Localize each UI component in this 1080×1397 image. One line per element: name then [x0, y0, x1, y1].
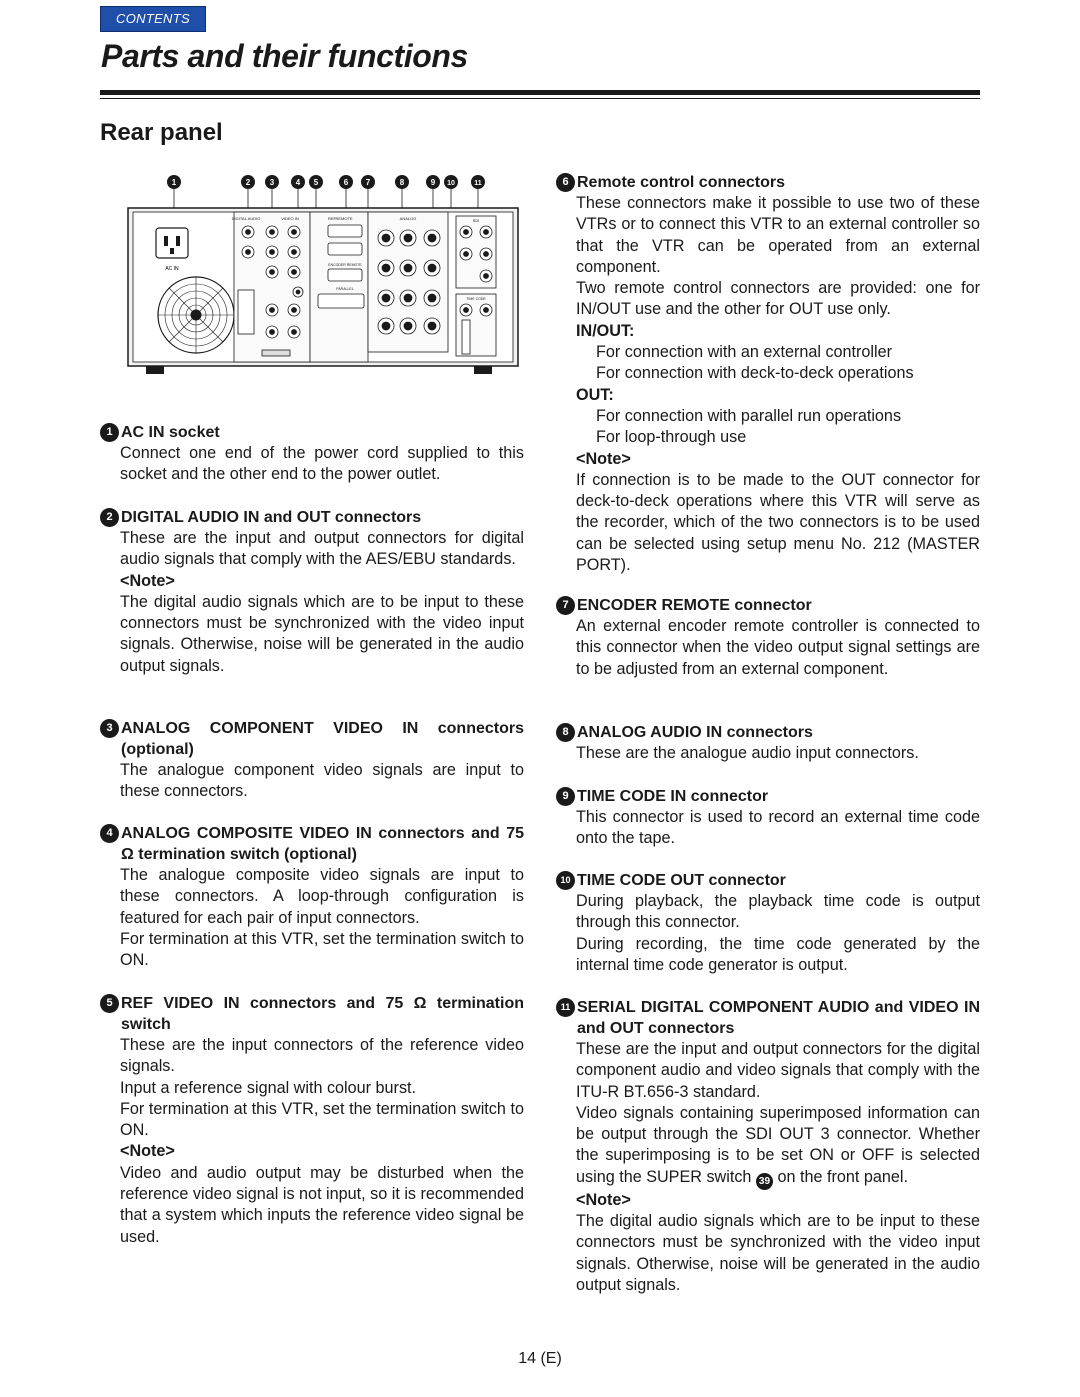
- out-use-line: For connection with parallel run operations: [596, 406, 902, 425]
- connector-panel-sdi: [456, 216, 496, 356]
- callout-numbers: [167, 175, 485, 189]
- analog-audio-item: [556, 722, 980, 764]
- item-description: An external encoder remote controller is connected to this connector when the video output signal settings are to be adjusted from an external component.: [576, 617, 980, 678]
- svg-text:6: 6: [343, 178, 349, 187]
- section-title: Rear panel: [100, 119, 223, 146]
- svg-text:REMOTE: REMOTE: [335, 216, 353, 221]
- item-description: These are the analogue audio input connectors.: [576, 744, 919, 762]
- item-description: The analogue composite video signals are input to these connectors. A loop-through configuration is featured for each pair of input connectors.: [120, 866, 524, 927]
- item-heading: TIME CODE OUT connector: [577, 872, 786, 889]
- callout-10: [444, 175, 458, 189]
- analog-component-item: [100, 718, 524, 803]
- item-description: Two remote control connectors are provided: one for IN/OUT use and the other for OUT use only.: [576, 279, 980, 319]
- item-description: These are the input and output connectors for digital audio signals that comply with the AES/EBU standards.: [120, 529, 524, 569]
- svg-text:TIME CODE: TIME CODE: [466, 297, 486, 301]
- item-description: These are the input and output connectors for the digital component audio and video signals that comply with the ITU-R BT.656-3 standard.: [576, 1040, 980, 1101]
- callout-7: [361, 175, 375, 189]
- item-heading: ANALOG COMPOSITE VIDEO IN connectors and 75 Ω termination switch (optional): [121, 825, 524, 863]
- title-rule: [100, 90, 980, 95]
- svg-text:REF: REF: [328, 216, 336, 221]
- item-heading: SERIAL DIGITAL COMPONENT AUDIO and VIDEO IN and OUT connectors: [577, 999, 980, 1037]
- callout-6: [339, 175, 353, 189]
- svg-text:SDI: SDI: [472, 218, 480, 223]
- item-heading: ANALOG COMPONENT VIDEO IN connectors (optional): [121, 720, 524, 758]
- item-heading: REF VIDEO IN connectors and 75 Ω termination switch: [121, 995, 524, 1033]
- callout-8: [395, 175, 409, 189]
- svg-text:PARALLEL: PARALLEL: [336, 287, 354, 291]
- in-out-use-line: For connection with deck-to-deck operations: [596, 364, 914, 383]
- item-description: Input a reference signal with colour burst.: [120, 1078, 417, 1097]
- rear-panel-illustration: [118, 170, 528, 380]
- cooling-fan: [158, 277, 234, 353]
- time-code-in-item: [556, 786, 980, 850]
- ac-in-socket-item: [100, 422, 524, 486]
- callout-1: [167, 175, 181, 189]
- item-description: This connector is used to record an external time code onto the tape.: [576, 808, 980, 848]
- page-title: Parts and their functions: [101, 38, 468, 74]
- item-description: [556, 1103, 980, 1190]
- callout-9: [426, 175, 440, 189]
- serial-digital-item: [556, 997, 980, 1296]
- note-text: If connection is to be made to the OUT connector for deck-to-deck operations where this VTR will serve as the recorder, which of the two connectors is to be used can be selected using setup menu No. 212 (MASTER PORT).: [576, 470, 980, 575]
- svg-text:AC IN: AC IN: [165, 266, 179, 272]
- analog-composite-item: [100, 823, 524, 971]
- svg-text:8: 8: [399, 178, 405, 187]
- contents-button[interactable]: CONTENTS: [100, 6, 206, 32]
- super-switch-reference: 39: [756, 1173, 773, 1190]
- item-number-badge: 1: [100, 423, 119, 442]
- out-use-line: For loop-through use: [596, 428, 747, 447]
- time-code-out-item: [556, 870, 980, 976]
- callout-2: [241, 175, 255, 189]
- item-description: The analogue component video signals are input to these connectors.: [120, 761, 524, 801]
- svg-text:3: 3: [269, 178, 275, 187]
- callout-11: [471, 175, 485, 189]
- svg-text:4: 4: [295, 178, 301, 187]
- svg-text:5: 5: [313, 178, 319, 187]
- svg-text:11: 11: [474, 180, 482, 187]
- svg-text:ENCODER REMOTE: ENCODER REMOTE: [328, 263, 362, 267]
- callout-5: [309, 175, 323, 189]
- item-description: These connectors make it possible to use two of these VTRs or to connect this VTR to an external controller so that the VTR can be operated from an external component.: [576, 194, 980, 276]
- item-number-badge: 9: [556, 787, 575, 806]
- out-label: OUT:: [576, 385, 614, 404]
- item-description: For termination at this VTR, set the termination switch to ON.: [120, 929, 524, 970]
- super-text-after: on the front panel.: [777, 1167, 908, 1186]
- note-text: The digital audio signals which are to be input to these connectors must be synchronized with the video input signals. Otherwise, noise will be generated in the audio output signals.: [120, 592, 524, 675]
- encoder-remote-item: [556, 595, 980, 680]
- connector-panel-audio: [368, 212, 448, 352]
- in-out-use-line: For connection with an external controller: [596, 343, 893, 362]
- super-text-before: Video signals containing superimposed information can be output through the SDI OUT 3 connector. Whether the superimposing is to be set ON or OFF is selected using the SUPER switch: [576, 1103, 980, 1186]
- note-label: <Note>: [576, 449, 631, 468]
- item-heading: AC IN socket: [121, 424, 220, 441]
- note-label: <Note>: [576, 1190, 631, 1209]
- item-number-badge: 8: [556, 723, 575, 742]
- page-number: 14 (E): [518, 1350, 562, 1367]
- item-number-badge: 2: [100, 508, 119, 527]
- item-heading: TIME CODE IN connector: [577, 788, 769, 805]
- item-number-badge: 10: [556, 871, 575, 890]
- svg-text:1: 1: [171, 178, 177, 187]
- item-number-badge: 7: [556, 596, 575, 615]
- in-out-label: IN/OUT:: [576, 321, 635, 340]
- item-number-badge: 5: [100, 994, 119, 1013]
- note-text: The digital audio signals which are to be input to these connectors must be synchronized with the video input signals. Otherwise, noise will be generated in the audio output signals.: [576, 1212, 980, 1294]
- item-heading: ANALOG AUDIO IN connectors: [577, 724, 813, 741]
- item-number-badge: 6: [556, 173, 575, 192]
- remote-control-item: [556, 172, 980, 576]
- svg-text:ANALOG: ANALOG: [399, 216, 417, 221]
- ref-video-item: [100, 993, 524, 1248]
- note-label: <Note>: [120, 571, 175, 590]
- item-description: During recording, the time code generated by the internal time code generator is output.: [576, 934, 980, 974]
- item-heading: DIGITAL AUDIO IN and OUT connectors: [121, 509, 422, 526]
- svg-text:DIGITAL AUDIO: DIGITAL AUDIO: [231, 216, 261, 221]
- note-label: <Note>: [120, 1142, 175, 1161]
- digital-audio-item: [100, 507, 524, 677]
- svg-text:VIDEO IN: VIDEO IN: [281, 216, 299, 221]
- item-heading: ENCODER REMOTE connector: [577, 597, 812, 614]
- svg-text:7: 7: [365, 178, 371, 187]
- svg-text:2: 2: [245, 178, 251, 187]
- callout-3: [265, 175, 279, 189]
- item-description: These are the input connectors of the reference video signals.: [120, 1036, 524, 1076]
- title-rule-thin: [100, 98, 980, 99]
- item-description: Connect one end of the power cord supplied to this socket and the other end to the power outlet.: [120, 444, 524, 484]
- item-heading: Remote control connectors: [577, 174, 786, 191]
- item-number-badge: 4: [100, 824, 119, 843]
- item-number-badge: 11: [556, 998, 575, 1017]
- callout-4: [291, 175, 305, 189]
- svg-text:10: 10: [447, 180, 455, 187]
- note-text: Video and audio output may be disturbed when the reference video signal is not input, so it is recommended that a system which inputs the reference video signal be used.: [120, 1163, 524, 1246]
- svg-text:9: 9: [430, 178, 436, 187]
- item-description: During playback, the playback time code is output through this connector.: [576, 892, 980, 932]
- item-number-badge: 3: [100, 719, 119, 738]
- item-description: For termination at this VTR, set the termination switch to ON.: [120, 1099, 524, 1140]
